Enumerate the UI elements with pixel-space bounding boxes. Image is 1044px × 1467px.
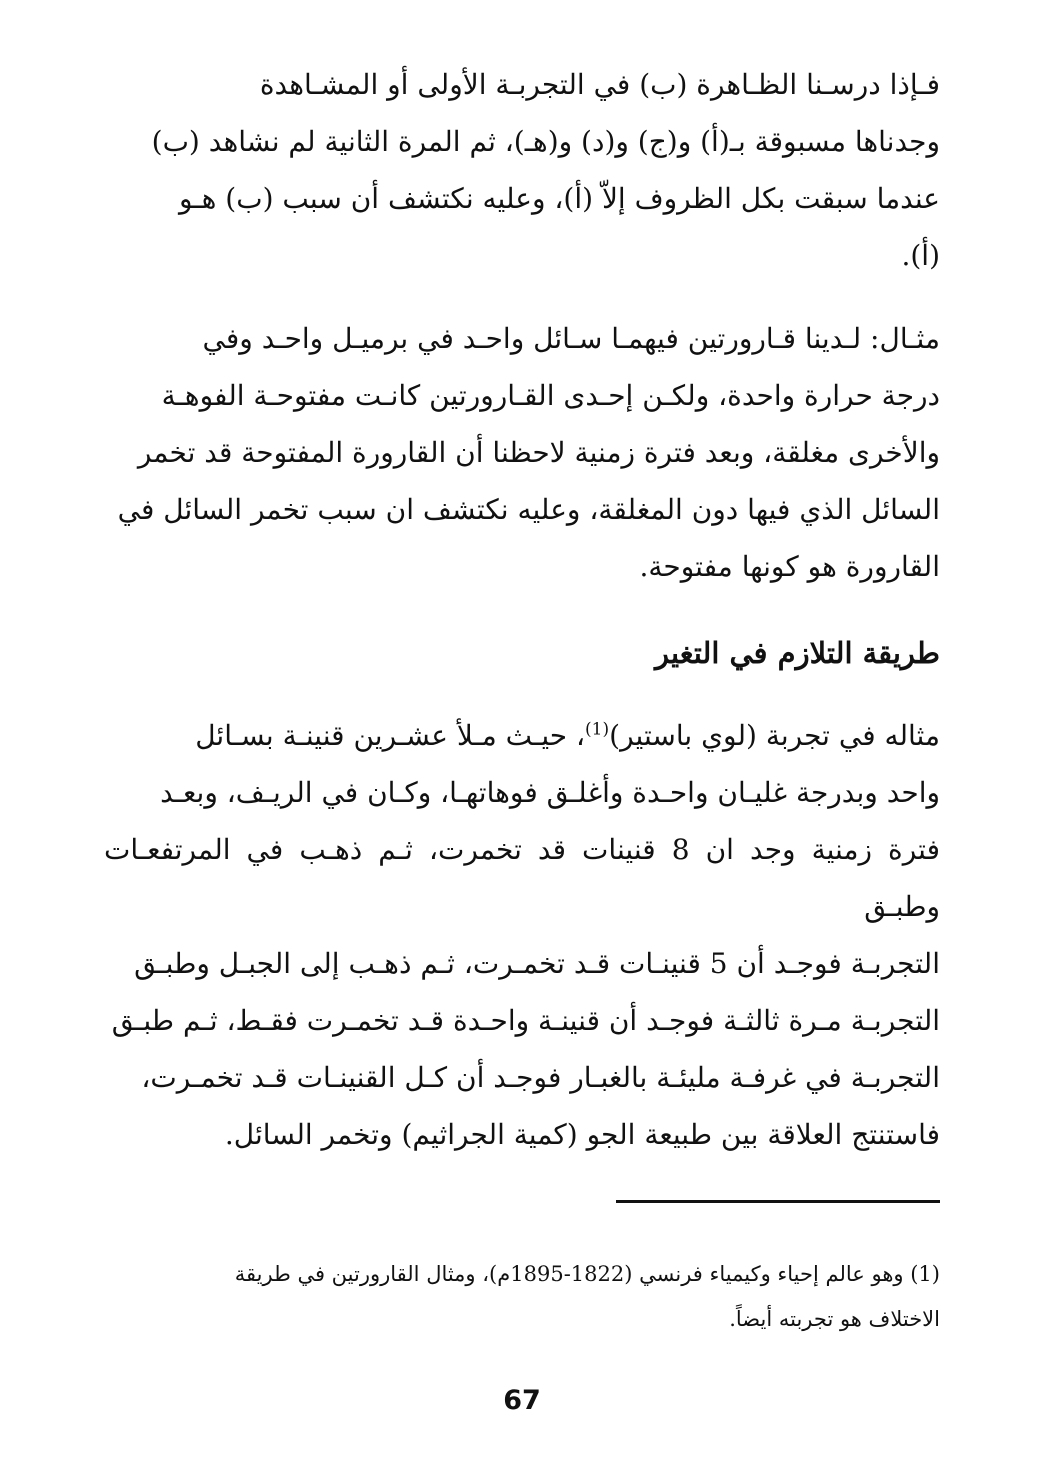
footnote-text: (1) وهو عالم إحياء وكيمياء فرنسي (1822-1895م)، ومثال القارورتين في طريقة الاختلاف هو تجربته أيضاً. bbox=[234, 1262, 940, 1331]
page-body bbox=[104, 56, 940, 1163]
footnote-marker: (1) bbox=[585, 719, 610, 740]
paragraph-bottles-example: مثـال: لـدينا قـارورتين فيهمـا سـائل واحـد في برميـل واحـد وفي درجة حرارة واحدة، ولكـن إحـدى القـارورتين كانـت مفتوحـة الفوهـة والأخرى مغلقة، وبعد فترة زمنية لاحظنا أن القارورة المفتوحة قد تخمر السائل الذي فيها دون المغلقة، وعليه نكتشف ان سبب تخمر السائل في القارورة هو كونها مفتوحة. bbox=[117, 322, 940, 583]
section-heading: طريقة التلازم في التغير bbox=[655, 636, 940, 670]
paragraph-pasteur-example bbox=[104, 707, 940, 1163]
footnote-separator bbox=[616, 1200, 940, 1203]
pasteur-text-rest: ، حيـث مـلأ عشـرين قنينـة بسـائل واحد وبدرجة غليـان واحـدة وأغلـق فوهاتهـا، وكـان في الريـف، وبعـد فترة زمنية وجد ان 8 قنينات قد تخمرت، ثـم ذهـب في المرتفعـات وطبـق التجربـة فوجـد أن 5 قنينـات قـد تخمـرت، ثـم ذهـب إلى الجبـل وطبـق التجربـة مـرة ثالثـة فوجـد أن قنينـة واحـدة قـد تخمـرت فقـط، ثـم طبـق التجربـة في غرفـة مليئـة بالغبـار فوجـد أن كـل القنينـات قـد تخمـرت، فاستنتج العلاقة بين طبيعة الجو (كمية الجراثيم) وتخمر السائل. bbox=[104, 719, 941, 1151]
pasteur-text-start: مثاله في تجربة (لوي باستير) bbox=[609, 719, 940, 752]
paragraph-method-of-difference: فـإذا درسـنا الظـاهرة (ب) في التجربـة الأولى أو المشـاهدة وجدناها مسبوقة بـ(أ) و(ج) و(د) و(هـ)، ثم المرة الثانية لم نشاهد (ب) عندما سبقت بكل الظروف إلاّ (أ)، وعليه نكتشف أن سبب (ب) هـو (أ). bbox=[151, 68, 940, 272]
page-number: 67 bbox=[503, 1385, 541, 1416]
